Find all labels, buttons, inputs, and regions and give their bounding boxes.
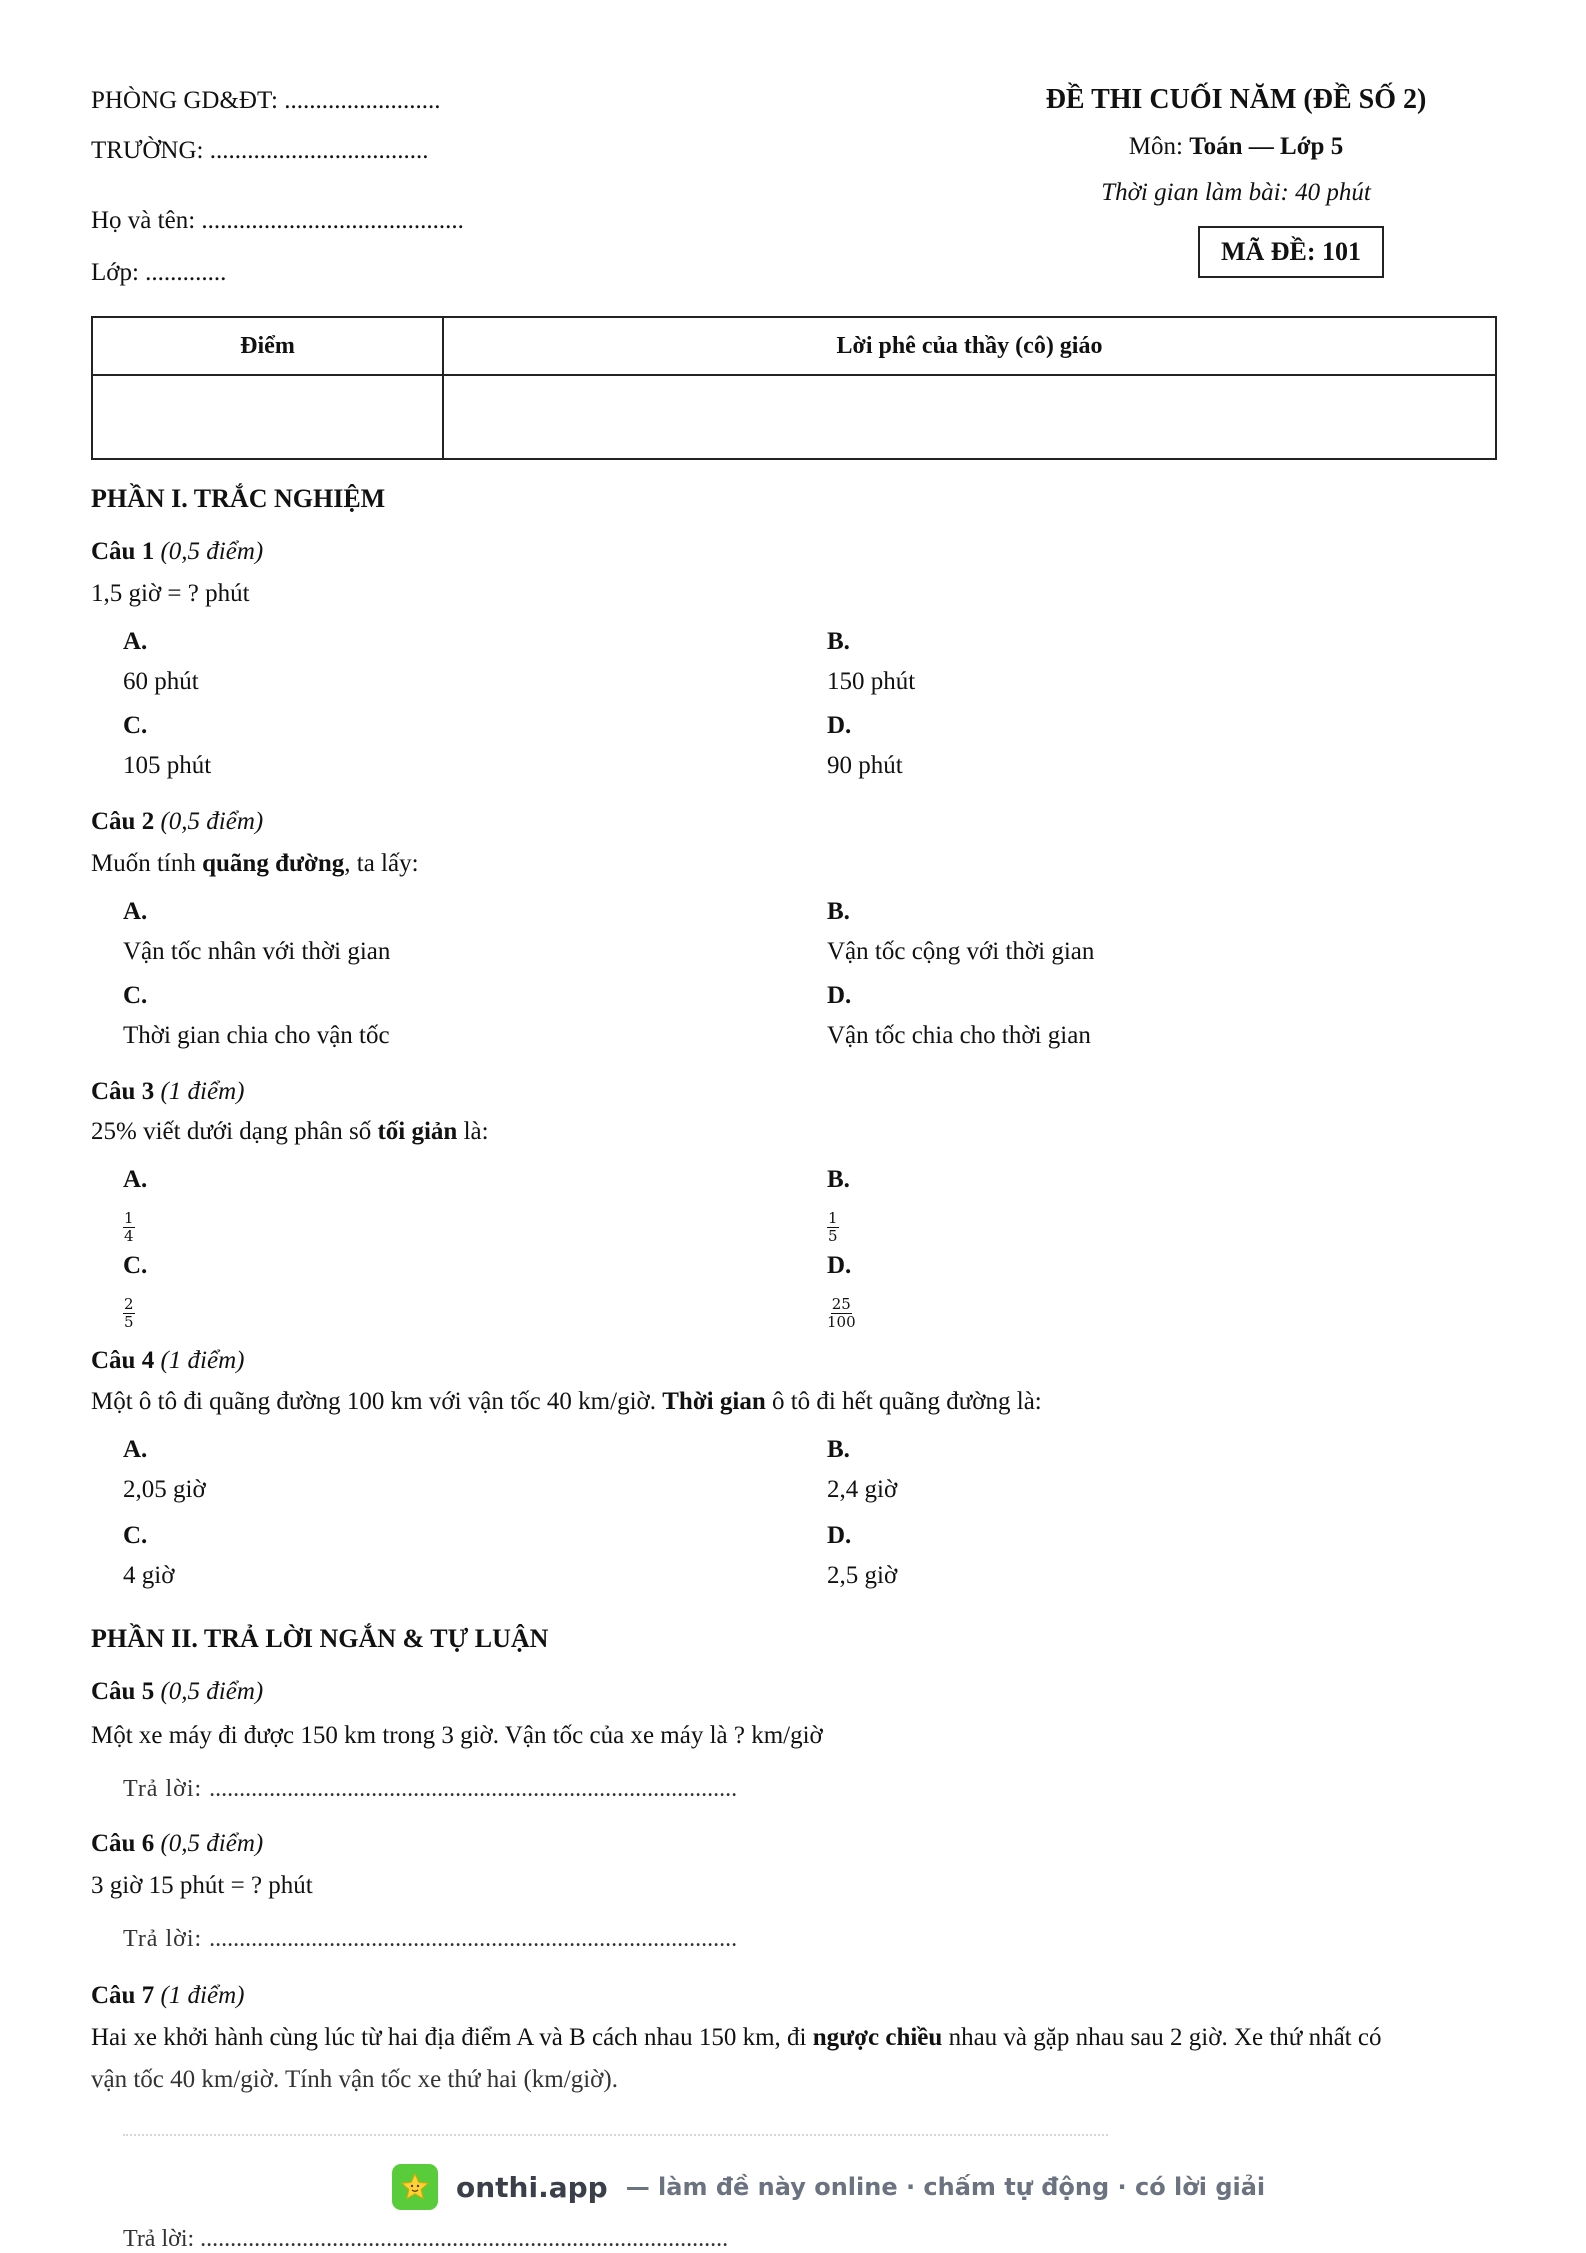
- q4-text-bold: Thời gian: [662, 1388, 766, 1415]
- q2-option-c-letter[interactable]: C.: [123, 982, 148, 1009]
- q3-option-b-fraction[interactable]: [827, 1202, 839, 1244]
- q3-d-denominator: 100: [827, 1313, 856, 1331]
- q3-label: Câu 3: [91, 1078, 155, 1105]
- q3-points: (1 điểm): [160, 1078, 245, 1105]
- q4-option-b-value[interactable]: 2,4 giờ: [827, 1476, 898, 1503]
- q3-text-pre: 25% viết dưới dạng phân số: [91, 1118, 378, 1145]
- q2-text-bold: quãng đường: [202, 850, 345, 877]
- exam-code-box: [1198, 226, 1384, 278]
- q6-answer-label: Trả lời:: [123, 1926, 210, 1952]
- q7-text-bold: ngược chiều: [812, 2024, 943, 2051]
- q7-points: (1 điểm): [160, 1982, 245, 2009]
- subject-prefix: Môn:: [1128, 133, 1190, 160]
- student-name-field: Họ và tên: ..........................................: [91, 207, 464, 234]
- q4-option-b-letter[interactable]: B.: [827, 1436, 850, 1463]
- grade-table: [91, 316, 1497, 460]
- q5-label: Câu 5: [91, 1678, 155, 1705]
- exam-title: ĐỀ THI CUỐI NĂM (ĐỀ SỐ 2): [1045, 84, 1427, 115]
- q4-label: Câu 4: [91, 1347, 155, 1374]
- grade-header: Điểm: [92, 317, 443, 375]
- q1-option-d-value[interactable]: 90 phút: [827, 752, 903, 779]
- q5-answer-label: Trả lời:: [123, 1776, 210, 1802]
- q6-answer-dots[interactable]: ........................................................................................: [209, 1926, 738, 1952]
- q5-text: Một xe máy đi được 150 km trong 3 giờ. Vận tốc của xe máy là ? km/giờ: [91, 1722, 823, 1749]
- q6-label: Câu 6: [91, 1830, 155, 1857]
- q7-heading: [91, 1982, 244, 2010]
- q3-d-numerator: 25: [831, 1295, 851, 1313]
- partial-answer-dots: ........................................................................................: [200, 2226, 729, 2252]
- q3-a-numerator: 1: [124, 1209, 134, 1227]
- q1-label: Câu 1: [91, 538, 155, 565]
- part2-title: PHẦN II. TRẢ LỜI NGẮN & TỰ LUẬN: [91, 1624, 549, 1653]
- q4-option-d-value[interactable]: 2,5 giờ: [827, 1562, 898, 1589]
- q4-points: (1 điểm): [160, 1347, 245, 1374]
- q1-option-b-letter[interactable]: B.: [827, 628, 850, 655]
- q3-text: [91, 1118, 489, 1146]
- partial-answer-label: Trả lời:: [123, 2226, 201, 2252]
- q2-option-d-letter[interactable]: D.: [827, 982, 852, 1009]
- brand-name[interactable]: onthi.app: [456, 2170, 608, 2204]
- q5-answer-dots[interactable]: ........................................................................................: [209, 1776, 738, 1802]
- q6-heading: [91, 1830, 263, 1858]
- q2-option-c-value[interactable]: Thời gian chia cho vận tốc: [123, 1022, 390, 1049]
- q2-points: (0,5 điểm): [160, 808, 264, 835]
- q4-option-d-letter[interactable]: D.: [827, 1522, 852, 1549]
- q3-text-bold: tối giản: [377, 1118, 458, 1145]
- q4-text: [91, 1388, 1042, 1416]
- duration-line: Thời gian làm bài: 40 phút: [1101, 179, 1371, 206]
- q4-text-pre: Một ô tô đi quãng đường 100 km với vận tốc 40 km/giờ.: [91, 1388, 663, 1415]
- subject-line: [976, 134, 1496, 159]
- faint-divider: [123, 2134, 1108, 2136]
- q5-heading: [91, 1678, 263, 1706]
- q7-label: Câu 7: [91, 1982, 155, 2009]
- q1-option-d-letter[interactable]: D.: [827, 712, 852, 739]
- q4-option-a-value[interactable]: 2,05 giờ: [123, 1476, 206, 1503]
- q7-text-line2: vận tốc 40 km/giờ. Tính vận tốc xe thứ hai (km/giờ).: [91, 2066, 618, 2093]
- grade-cell[interactable]: [92, 375, 443, 459]
- q1-points: (0,5 điểm): [160, 538, 264, 565]
- q2-option-a-letter[interactable]: A.: [123, 898, 148, 925]
- q3-option-a-letter[interactable]: A.: [123, 1166, 148, 1193]
- q2-option-d-value[interactable]: Vận tốc chia cho thời gian: [827, 1022, 1091, 1049]
- q6-answer-field[interactable]: [123, 1926, 737, 1953]
- q6-points: (0,5 điểm): [160, 1830, 264, 1857]
- q3-a-denominator: 4: [124, 1227, 134, 1245]
- q3-option-d-fraction[interactable]: [827, 1288, 856, 1330]
- q1-option-a-value[interactable]: 60 phút: [123, 668, 199, 695]
- class-field: Lớp: .............: [91, 259, 227, 286]
- q2-option-b-letter[interactable]: B.: [827, 898, 850, 925]
- q3-option-b-letter[interactable]: B.: [827, 1166, 850, 1193]
- q2-heading: [91, 808, 263, 836]
- q1-option-c-value[interactable]: 105 phút: [123, 752, 212, 779]
- q6-text: 3 giờ 15 phút = ? phút: [91, 1872, 313, 1899]
- footer-banner[interactable]: [392, 2160, 1265, 2214]
- star-icon: [392, 2164, 438, 2210]
- q7-text-pre: Hai xe khởi hành cùng lúc từ hai địa điểm A và B cách nhau 150 km, đi: [91, 2024, 813, 2051]
- exam-code: MÃ ĐỀ: 101: [1220, 237, 1362, 266]
- partial-answer-line: [123, 2226, 728, 2253]
- q4-option-a-letter[interactable]: A.: [123, 1436, 148, 1463]
- q3-option-a-fraction[interactable]: [123, 1202, 135, 1244]
- q2-text-post: , ta lấy:: [344, 850, 419, 877]
- q3-c-numerator: 2: [124, 1295, 134, 1313]
- q3-c-denominator: 5: [124, 1313, 134, 1331]
- comment-cell[interactable]: [443, 375, 1496, 459]
- part1-title: PHẦN I. TRẮC NGHIỆM: [91, 484, 386, 513]
- q2-option-a-value[interactable]: Vận tốc nhân với thời gian: [123, 938, 391, 965]
- q2-text-pre: Muốn tính: [91, 850, 203, 877]
- q1-option-c-letter[interactable]: C.: [123, 712, 148, 739]
- q2-text: [91, 850, 419, 878]
- q5-answer-field[interactable]: [123, 1776, 737, 1803]
- q2-label: Câu 2: [91, 808, 155, 835]
- q3-b-numerator: 1: [828, 1209, 838, 1227]
- q1-text: 1,5 giờ = ? phút: [91, 580, 250, 607]
- brand-tagline: — làm đề này online · chấm tự động · có lời giải: [625, 2173, 1266, 2201]
- q3-b-denominator: 5: [828, 1227, 838, 1245]
- school-field: TRƯỜNG: ...................................: [91, 137, 429, 164]
- q4-option-c-letter[interactable]: C.: [123, 1522, 148, 1549]
- q4-text-post: ô tô đi hết quãng đường là:: [765, 1388, 1042, 1415]
- comment-header: Lời phê của thầy (cô) giáo: [443, 317, 1496, 375]
- q2-option-b-value[interactable]: Vận tốc cộng với thời gian: [827, 938, 1095, 965]
- q4-heading: [91, 1347, 244, 1375]
- q1-heading: [91, 538, 263, 566]
- q3-option-c-fraction[interactable]: [123, 1288, 135, 1330]
- q3-text-post: là:: [457, 1118, 489, 1145]
- q7-text-line1: [91, 2024, 1501, 2052]
- q7-text-post: nhau và gặp nhau sau 2 giờ. Xe thứ nhất có: [942, 2024, 1382, 2051]
- q1-option-a-letter[interactable]: A.: [123, 628, 148, 655]
- subject-name: Toán — Lớp 5: [1189, 133, 1344, 160]
- q4-option-c-value[interactable]: 4 giờ: [123, 1562, 175, 1589]
- q3-heading: [91, 1078, 244, 1106]
- q3-option-d-letter[interactable]: D.: [827, 1252, 852, 1279]
- q1-option-b-value[interactable]: 150 phút: [827, 668, 916, 695]
- q3-option-c-letter[interactable]: C.: [123, 1252, 148, 1279]
- q5-points: (0,5 điểm): [160, 1678, 264, 1705]
- dept-field: PHÒNG GD&ĐT: .........................: [91, 87, 441, 114]
